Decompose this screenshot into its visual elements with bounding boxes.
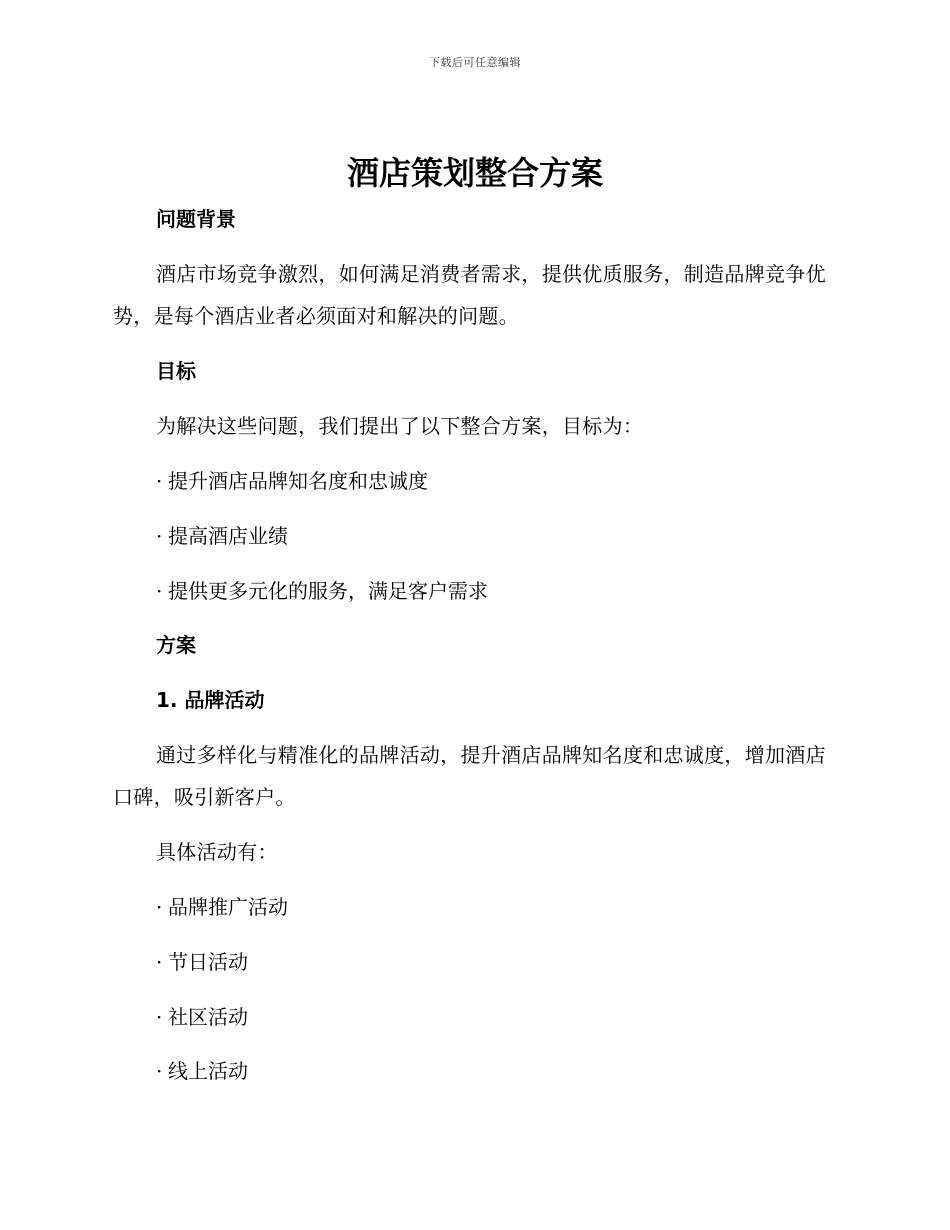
list-item <box>113 996 876 1038</box>
list-item-text: 提高酒店业绩 <box>168 524 288 548</box>
bullet-mark: · <box>156 524 163 548</box>
list-item <box>113 460 876 502</box>
list-item-text: 节日活动 <box>168 950 248 974</box>
heading-goal: 目标 <box>156 359 196 383</box>
document-title: 酒店策划整合方案 <box>346 154 603 192</box>
header-note: 下载后可任意编辑 <box>429 56 521 69</box>
list-item-text: 社区活动 <box>168 1005 248 1029</box>
bullet-mark: · <box>156 950 163 974</box>
bullet-mark: · <box>156 469 163 493</box>
heading-plan: 方案 <box>156 633 196 657</box>
list-item <box>113 886 876 928</box>
bullet-mark: · <box>156 579 163 603</box>
paragraph-brand-intro: 具体活动有： <box>156 840 278 864</box>
list-item-text: 提升酒店品牌知名度和忠诚度 <box>168 469 428 493</box>
list-item <box>113 515 876 557</box>
list-item <box>113 570 876 612</box>
heading-background: 问题背景 <box>156 207 236 231</box>
list-item-text: 品牌推广活动 <box>168 895 288 919</box>
list-item <box>113 941 876 983</box>
bullet-mark: · <box>156 895 163 919</box>
paragraph-brand: 通过多样化与精准化的品牌活动，提升酒店品牌知名度和忠诚度，增加酒店口碑，吸引新客户。 <box>113 743 826 809</box>
list-item <box>113 1050 876 1092</box>
paragraph-goal-intro: 为解决这些问题，我们提出了以下整合方案，目标为： <box>156 414 644 438</box>
bullet-mark: · <box>156 1059 163 1083</box>
list-item-text: 提供更多元化的服务，满足客户需求 <box>168 579 488 603</box>
heading-brand-activities: 1. 品牌活动 <box>156 688 265 712</box>
paragraph-background: 酒店市场竞争激烈，如何满足消费者需求，提供优质服务，制造品牌竞争优势，是每个酒店业者必须面对和解决的问题。 <box>113 262 826 328</box>
bullet-mark: · <box>156 1005 163 1029</box>
list-item-text: 线上活动 <box>168 1059 248 1083</box>
